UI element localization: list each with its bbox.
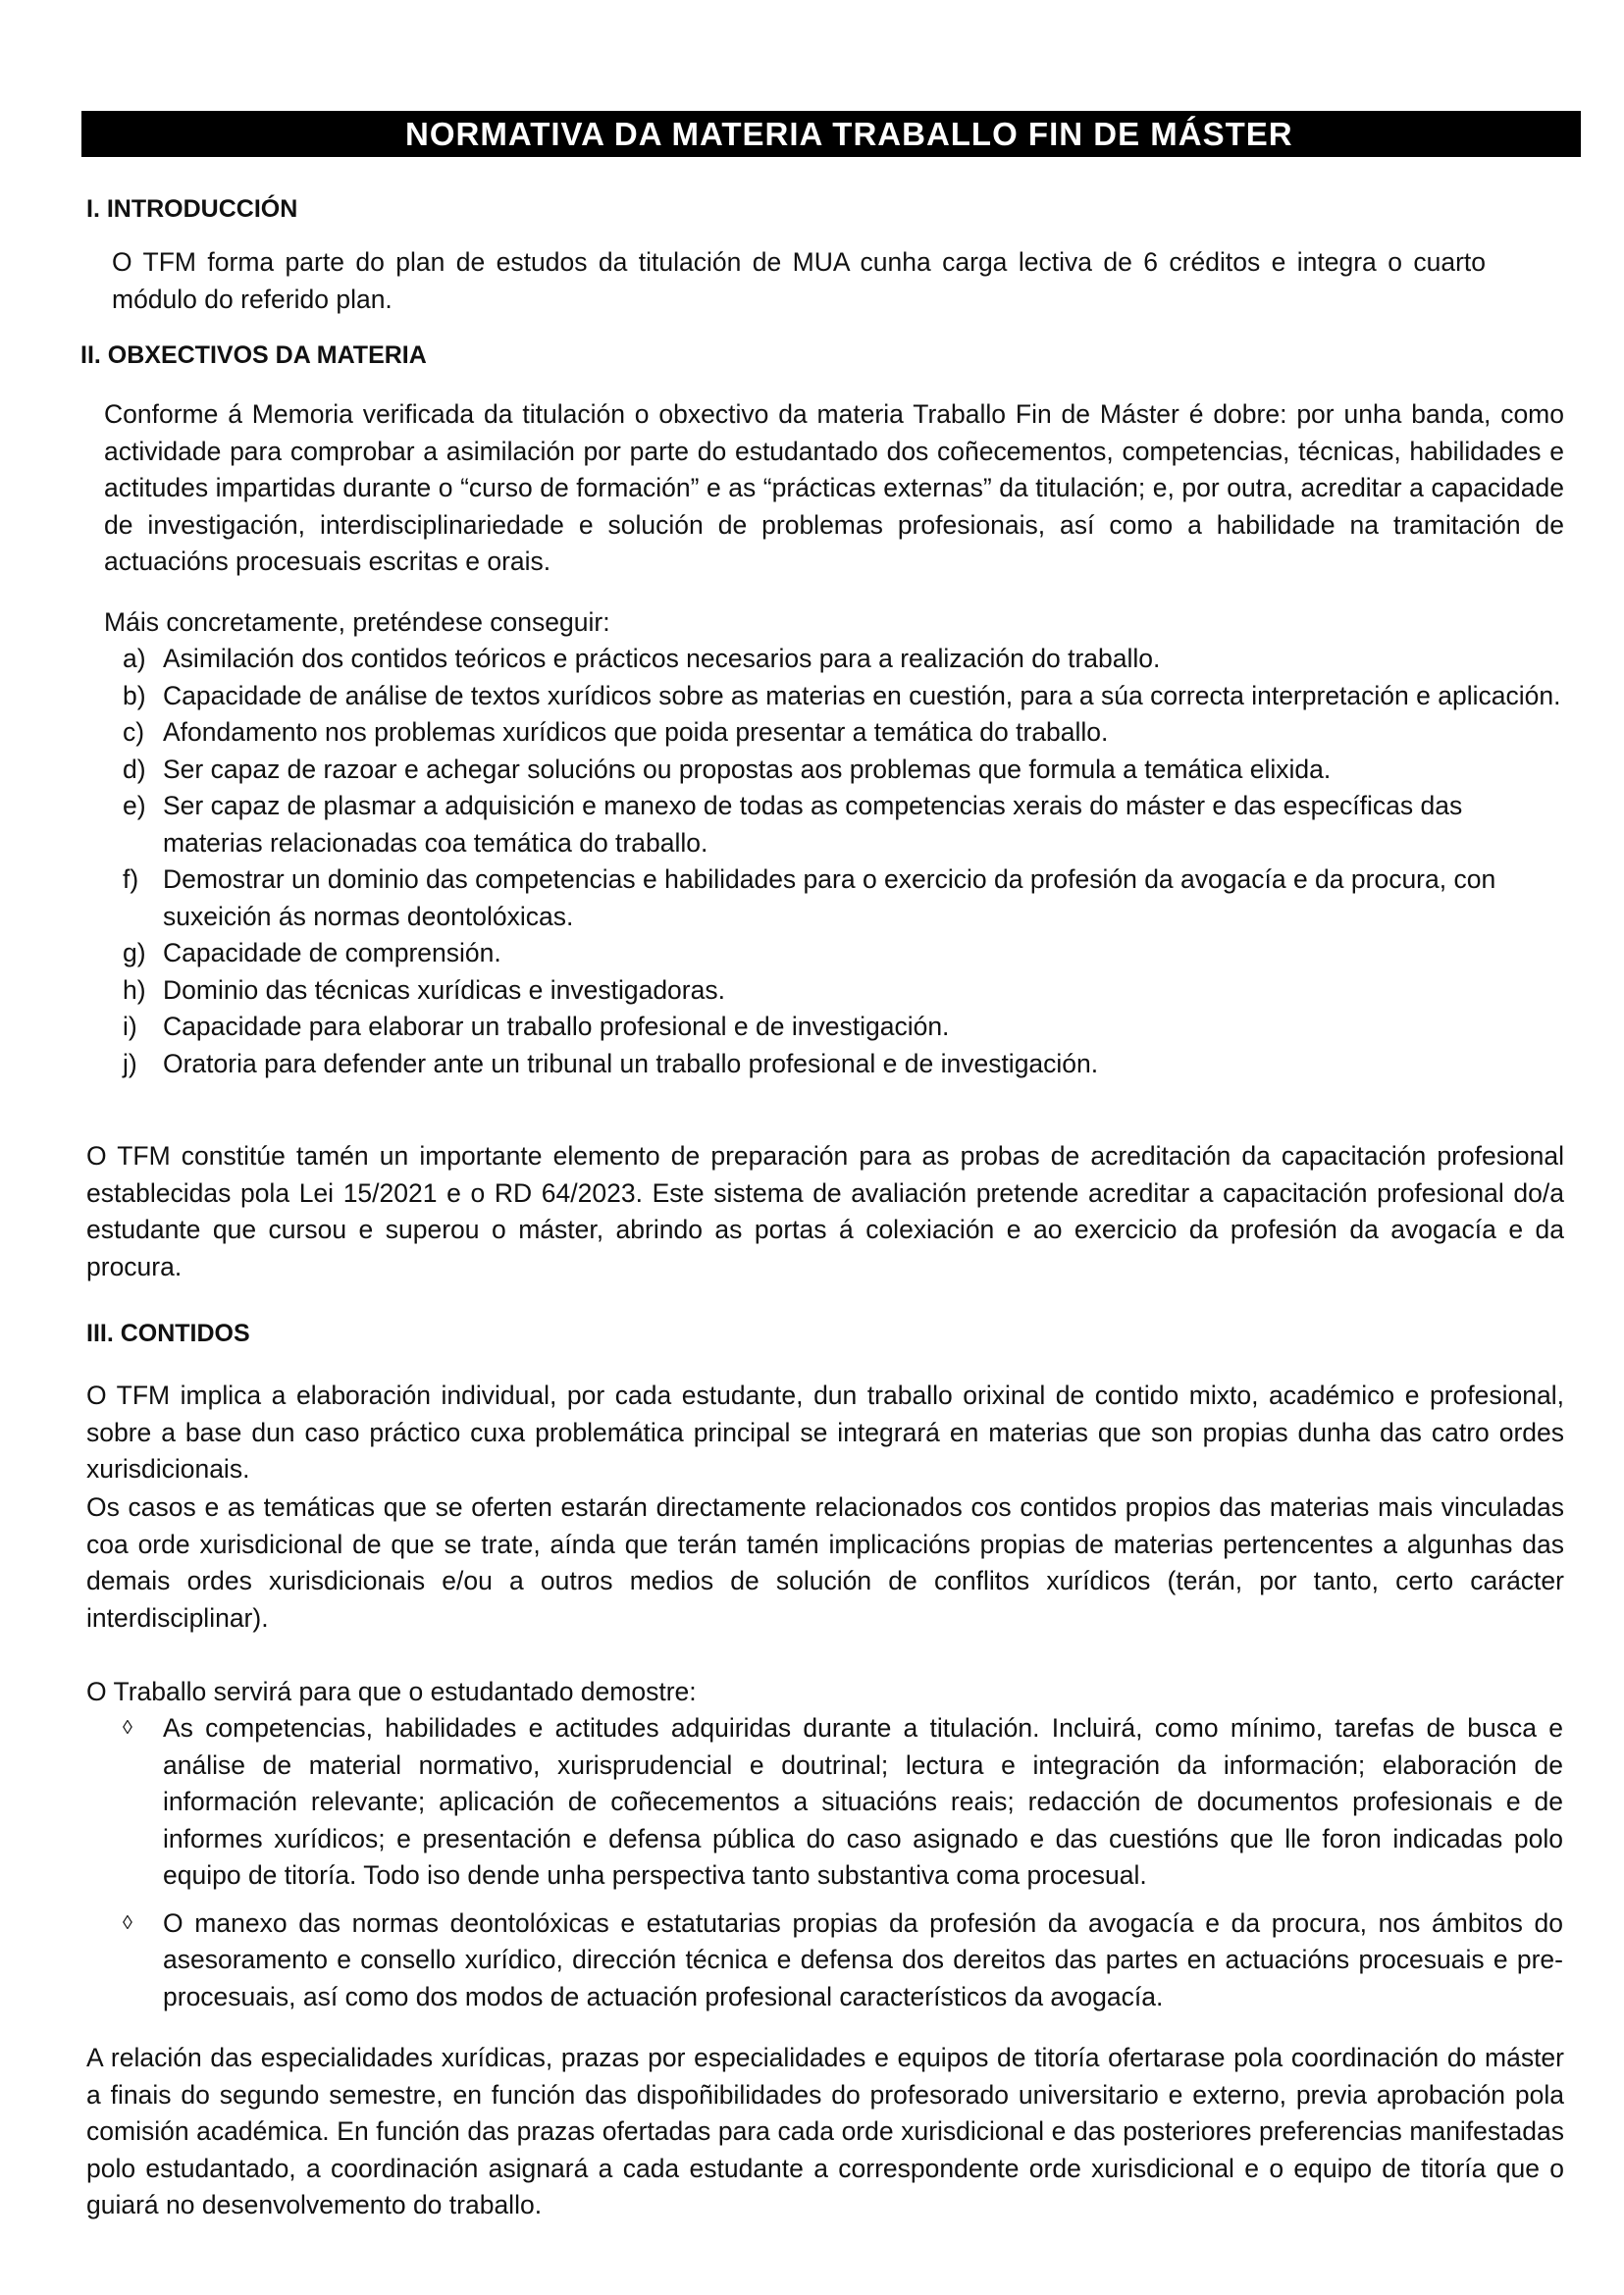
list-item (123, 788, 1563, 861)
list-item-text: Capacidade para elaborar un traballo profesional e de investigación. (163, 1012, 950, 1041)
section-heading-contidos: III. CONTIDOS (86, 1320, 250, 1347)
list-item-text: Asimilación dos contidos teóricos e prácticos necesarios para a realización do traballo. (163, 644, 1161, 673)
list-marker: e) (123, 791, 146, 820)
list-item (123, 641, 1563, 678)
list-item-text: As competencias, habilidades e actitudes adquiridas durante a titulación. Incluirá, como mínimo, tarefas de busca e análise de material normativo, xurisprudencial e doutrinal; lectura e integración da información; elaboración de información relevante; aplicación de coñecementos a situacións reais; redacción de documentos profesionais e de informes xurídicos; e presentación e defensa pública do caso asignado e das cuestións que lle foron indicadas polo equipo de titoría. Todo iso dende unha perspectiva tanto substantiva coma procesual. (163, 1713, 1563, 1890)
diamond-bullet-icon: ◊ (123, 1717, 132, 1739)
obxectivos-list (123, 641, 1563, 1082)
contidos-paragraph-1: O TFM implica a elaboración individual, por cada estudante, dun traballo orixinal de contido mixto, académico e profesional, sobre a base dun caso práctico cuxa problemática principal se integrará en materias que son propias dunha das catro ordes xurisdicionais. (86, 1381, 1564, 1484)
list-item-text: Afondamento nos problemas xurídicos que poida presentar a temática do traballo. (163, 717, 1109, 747)
introduccion-paragraph: O TFM forma parte do plan de estudos da titulación de MUA cunha carga lectiva de 6 créditos e integra o cuarto módulo do referido plan. (112, 247, 1486, 314)
list-item (123, 1009, 1563, 1046)
list-item (123, 972, 1563, 1010)
list-item-text: Ser capaz de razoar e achegar solucións ou propostas aos problemas que formula a temática elixida. (163, 754, 1332, 784)
list-item (123, 1905, 1563, 2016)
list-item (123, 714, 1563, 752)
list-item-text: Demostrar un dominio das competencias e habilidades para o exercicio da profesión da avogacía e da procura, con suxeición ás normas deontolóxicas. (163, 864, 1496, 931)
list-marker: h) (123, 974, 146, 1005)
list-item-text: O manexo das normas deontolóxicas e estatutarias propias da profesión da avogacía e da procura, nos ámbitos do asesoramento e consello xurídico, dirección técnica e defensa dos dereitos das partes en actuacións procesuais e pre-procesuais, así como dos modos de actuación profesional característicos da avogacía. (163, 1907, 1563, 2011)
list-marker: a) (123, 644, 146, 673)
list-marker: i) (123, 1012, 137, 1041)
section-heading-introduccion: I. INTRODUCCIÓN (86, 195, 298, 223)
list-marker: g) (123, 938, 146, 967)
list-item-text: Capacidade de comprensión. (163, 938, 501, 967)
list-item (123, 1710, 1563, 1895)
list-item (123, 861, 1563, 935)
section-heading-obxectivos: II. OBXECTIVOS DA MATERIA (80, 341, 427, 369)
obxectivos-list-intro: Máis concretamente, preténdese conseguir: (104, 607, 610, 637)
list-item (123, 678, 1563, 715)
diamond-bullet-icon: ◊ (123, 1911, 132, 1934)
list-marker: f) (123, 864, 139, 894)
contidos-bullet-list (123, 1710, 1563, 2026)
list-marker: b) (123, 680, 146, 710)
list-item-text: Dominio das técnicas xurídicas e investigadoras. (163, 974, 725, 1005)
list-item-text: Ser capaz de plasmar a adquisición e manexo de todas as competencias xerais do máster e das específicas das materias relacionadas coa temática do traballo. (163, 791, 1463, 858)
obxectivos-closing-paragraph: O TFM constitúe tamén un importante elemento de preparación para as probas de acreditación da capacitación profesional establecidas pola Lei 15/2021 e o RD 64/2023. Este sistema de avaliación pretende acreditar a capacitación profesional do/a estudante que cursou e superou o máster, abrindo as portas á colexiación e ao exercicio da profesión da avogacía e da procura. (86, 1141, 1564, 1281)
list-marker: c) (123, 717, 145, 747)
obxectivos-paragraph: Conforme á Memoria verificada da titulación o obxectivo da materia Traballo Fin de Máster é dobre: por unha banda, como actividade para comprobar a asimilación por parte do estudantado dos coñecementos, competencias, técnicas, habilidades e actitudes impartidas durante o “curso de formación” e as “prácticas externas” da titulación; e, por outra, acreditar a capacidade de investigación, interdisciplinariedade e solución de problemas profesionais, así como a habilidade na tramitación de actuacións procesuais escritas e orais. (104, 399, 1564, 576)
document-title: NORMATIVA DA MATERIA TRABALLO FIN DE MÁSTER (81, 111, 1581, 157)
contidos-paragraph-2: Os casos e as temáticas que se oferten estarán directamente relacionados cos contidos propios das materias mais vinculadas coa orde xurisdicional de que se trate, aínda que terán tamén implicacións propias de materias pertencentes a algunhas das demais ordes xurisdicionais e/ou a outros medios de solución de conflitos xurídicos (terán, por tanto, certo carácter interdisciplinar). (86, 1492, 1564, 1633)
list-marker: d) (123, 754, 146, 784)
list-item (123, 752, 1563, 789)
list-item (123, 935, 1563, 972)
contidos-paragraph-3: A relación das especialidades xurídicas, prazas por especialidades e equipos de titoría ofertarase pola coordinación do máster a finais do segundo semestre, en función das dispoñibilidades do profesorado universitario e externo, previa aprobación pola comisión académica. En función das prazas ofertadas para cada orde xurisdicional e das posteriores preferencias manifestadas polo estudantado, a coordinación asignará a cada estudante a correspondente orde xurisdicional e o equipo de titoría que o guiará no desenvolvemento do traballo. (86, 2043, 1564, 2219)
contidos-list-intro: O Traballo servirá para que o estudantado demostre: (86, 1677, 697, 1706)
list-marker: j) (123, 1048, 137, 1078)
list-item (123, 1046, 1563, 1083)
list-item-text: Capacidade de análise de textos xurídicos sobre as materias en cuestión, para a súa correcta interpretación e aplicación. (163, 680, 1561, 710)
list-item-text: Oratoria para defender ante un tribunal un traballo profesional e de investigación. (163, 1048, 1099, 1078)
